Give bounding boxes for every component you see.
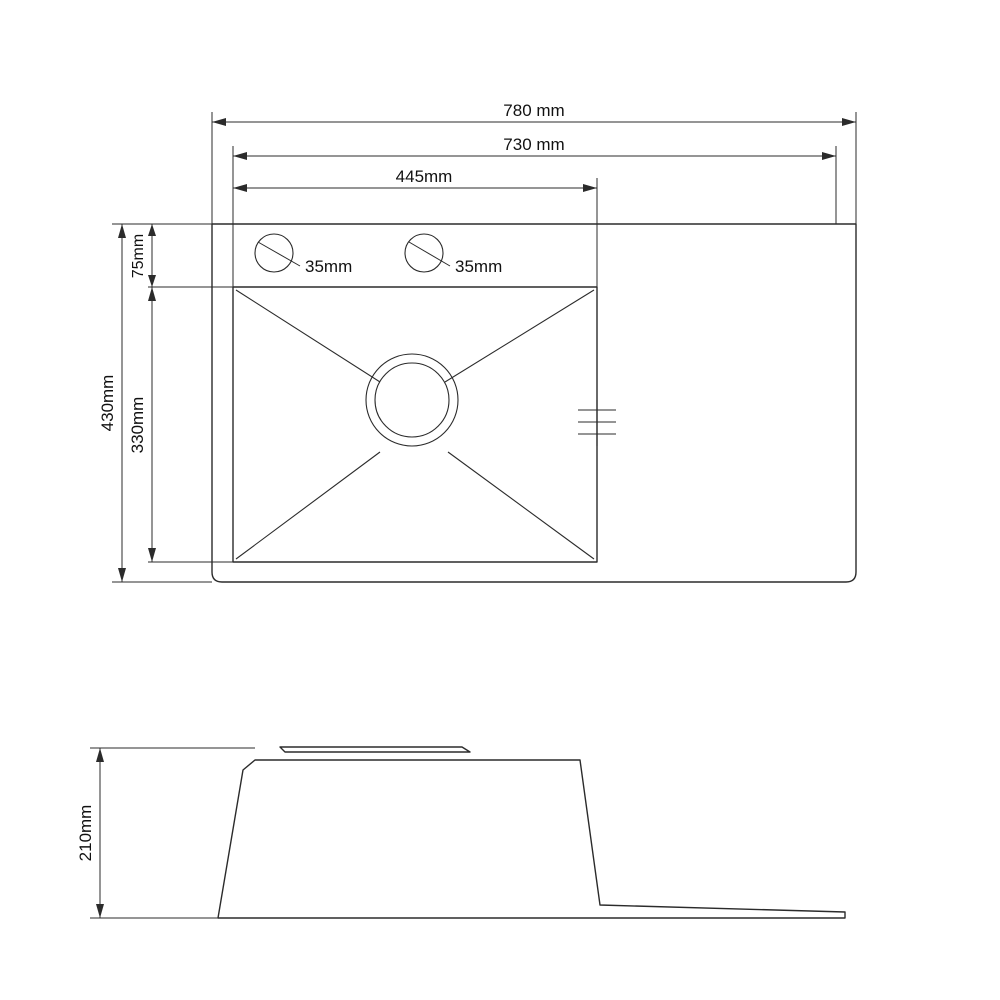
dim-780-label: 780 mm bbox=[503, 101, 565, 120]
bowl-slope-diagonals bbox=[236, 290, 594, 559]
sink-body-section bbox=[218, 760, 845, 918]
tap-hole-2-label: 35mm bbox=[455, 257, 503, 276]
tap-hole-2 bbox=[405, 234, 443, 272]
dim-210-label: 210mm bbox=[76, 804, 95, 862]
tap-hole-2-leader bbox=[409, 242, 450, 266]
dim-bowl-depth bbox=[128, 287, 233, 562]
dim-height bbox=[76, 748, 255, 918]
dim-730-label: 730 mm bbox=[503, 135, 565, 154]
dim-tap-hole-span bbox=[233, 167, 597, 287]
dim-430-label: 430mm bbox=[98, 374, 117, 432]
tap-hole-1 bbox=[255, 234, 293, 272]
dim-330-label: 330mm bbox=[128, 396, 147, 454]
dim-75-label: 75mm bbox=[130, 233, 147, 279]
top-view-group bbox=[98, 101, 856, 582]
dim-overall-width bbox=[212, 101, 856, 224]
drainer-grooves bbox=[578, 400, 616, 446]
tap-hole-1-label: 35mm bbox=[305, 257, 353, 276]
top-flange bbox=[280, 747, 470, 752]
tap-hole-1-leader bbox=[258, 242, 300, 266]
dim-ledge-depth bbox=[130, 224, 233, 287]
front-view-group bbox=[76, 747, 845, 918]
dim-445-label: 445mm bbox=[395, 167, 453, 186]
drain-inner-circle bbox=[375, 363, 449, 437]
sink-outer-outline bbox=[212, 224, 856, 582]
drain-outer-circle bbox=[366, 354, 458, 446]
